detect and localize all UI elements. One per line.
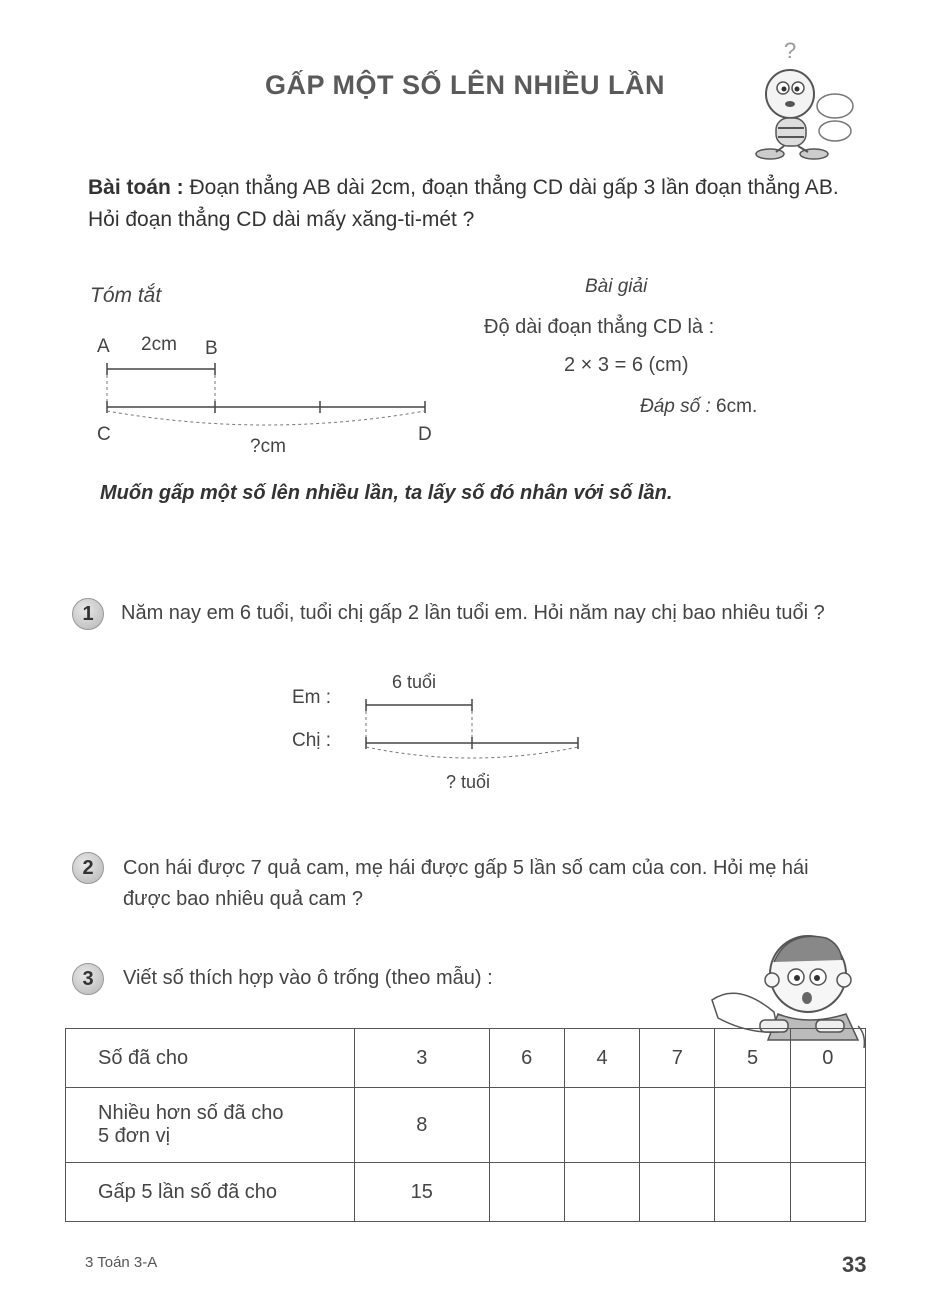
age-diagram xyxy=(360,695,590,770)
exercise-1-text: Năm nay em 6 tuổi, tuổi chị gấp 2 lần tuổi em. Hỏi năm nay chị bao nhiêu tuổi ? xyxy=(121,602,825,624)
table-cell: 8 xyxy=(355,1088,490,1163)
solution-line-1: Độ dài đoạn thẳng CD là : xyxy=(484,316,715,338)
table-row xyxy=(66,1088,866,1163)
table-cell: 5 xyxy=(715,1029,790,1088)
chi-value-label: ? tuổi xyxy=(446,772,491,792)
answer-label: Đáp số : xyxy=(640,396,711,417)
point-c-label: C xyxy=(97,424,111,445)
answer-cell[interactable] xyxy=(564,1163,639,1222)
chi-label: Chị : xyxy=(292,730,332,751)
problem-text: Đoạn thẳng AB dài 2cm, đoạn thẳng CD dài gấp 3 lần đoạn thẳng AB. Hỏi đoạn thẳng CD dài mấy xăng-ti-mét ? xyxy=(88,176,839,231)
exercise-3-badge: 3 xyxy=(72,963,104,995)
row-header-plus-five xyxy=(66,1088,355,1163)
table-row xyxy=(66,1029,866,1088)
exercise-2-text-line-2: được bao nhiêu quả cam ? xyxy=(123,888,363,910)
segment-diagram xyxy=(95,355,440,435)
solution-heading: Bài giải xyxy=(585,276,648,297)
page-title: GẤP MỘT SỐ LÊN NHIỀU LẦN xyxy=(264,70,666,100)
exercise-2-badge: 2 xyxy=(72,852,104,884)
answer-cell[interactable] xyxy=(489,1088,564,1163)
table-cell: 15 xyxy=(355,1163,490,1222)
rule-statement: Muốn gấp một số lên nhiều lần, ta lấy số đó nhân với số lần. xyxy=(100,482,673,504)
answer-cell[interactable] xyxy=(564,1088,639,1163)
table-cell: 6 xyxy=(489,1029,564,1088)
answer-cell[interactable] xyxy=(489,1163,564,1222)
table-row xyxy=(66,1163,866,1222)
summary-heading: Tóm tắt xyxy=(90,284,162,307)
bee-mascot-illustration xyxy=(740,36,860,166)
row-header-given-number: Số đã cho xyxy=(66,1029,355,1088)
exercise-2-text-line-1: Con hái được 7 quả cam, mẹ hái được gấp 5 lần số cam của con. Hỏi mẹ hái xyxy=(123,857,809,879)
row-header-times-five: Gấp 5 lần số đã cho xyxy=(66,1163,355,1222)
problem-label: Bài toán : xyxy=(88,176,184,199)
point-d-label: D xyxy=(418,424,432,445)
em-label: Em : xyxy=(292,687,332,708)
cd-brace xyxy=(107,411,425,425)
footer-book-label: 3 Toán 3-A xyxy=(85,1254,158,1271)
exercise-3-text: Viết số thích hợp vào ô trống (theo mẫu) : xyxy=(123,967,493,989)
ab-length-label: 2cm xyxy=(141,334,177,355)
solution-line-2: 2 × 3 = 6 (cm) xyxy=(564,354,689,376)
em-value-label: 6 tuổi xyxy=(392,672,437,692)
answer-cell[interactable] xyxy=(640,1163,715,1222)
cd-length-label: ?cm xyxy=(250,436,286,457)
row-header-plus-five-line-2: 5 đơn vị xyxy=(98,1125,171,1147)
answer-cell[interactable] xyxy=(790,1088,865,1163)
exercise-1-badge: 1 xyxy=(72,598,104,630)
table-cell: 0 xyxy=(790,1029,865,1088)
answer-cell[interactable] xyxy=(715,1088,790,1163)
answer-cell[interactable] xyxy=(715,1163,790,1222)
answer-cell[interactable] xyxy=(790,1163,865,1222)
table-cell: 3 xyxy=(355,1029,490,1088)
page-number: 33 xyxy=(842,1252,867,1277)
answer-cell[interactable] xyxy=(640,1088,715,1163)
row-header-plus-five-line-1: Nhiều hơn số đã cho xyxy=(98,1102,284,1124)
table-cell: 7 xyxy=(640,1029,715,1088)
problem-statement xyxy=(88,172,848,236)
point-b-label: B xyxy=(205,338,218,359)
table-cell: 4 xyxy=(564,1029,639,1088)
point-a-label: A xyxy=(97,336,110,357)
exercise-3-table xyxy=(65,1028,866,1222)
question-mark-icon: ? xyxy=(784,38,797,63)
answer-value: 6cm. xyxy=(716,396,758,417)
